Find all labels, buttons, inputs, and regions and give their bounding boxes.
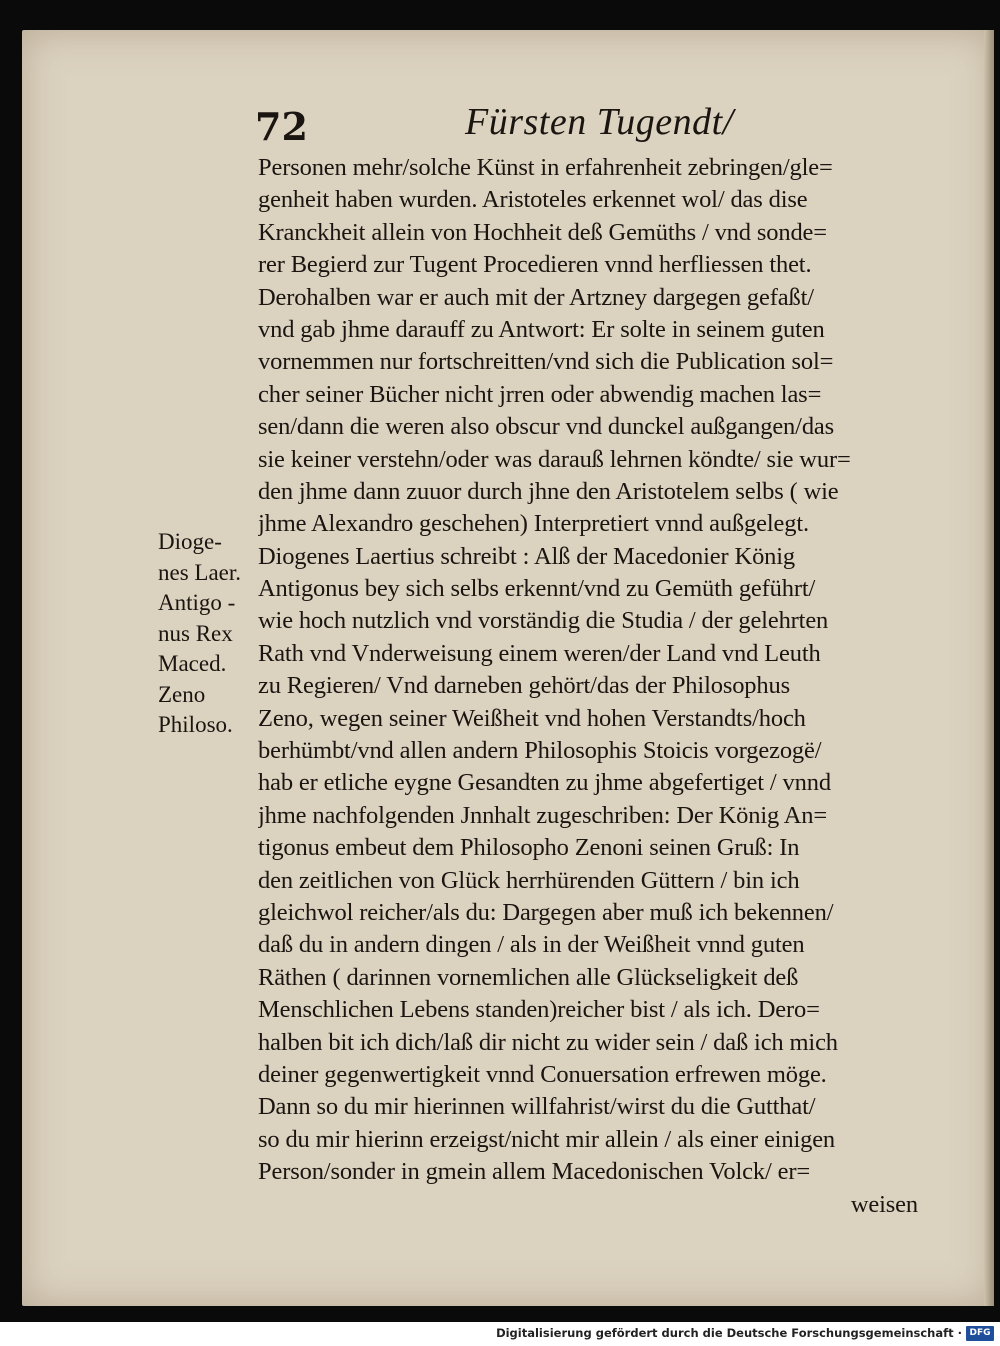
page-number: 72	[255, 104, 308, 149]
text-line: jhme nachfolgenden Jnnhalt zugeschriben: Der König An=	[258, 801, 828, 829]
text-line: Rath vnd Vnderweisung einem weren/der Land vnd Leuth	[258, 639, 821, 667]
page-header	[255, 100, 915, 152]
marginal-note-line: nes Laer.	[158, 559, 242, 585]
text-line: Räthen ( darinnen vornemlichen alle Glückseligkeit deß	[258, 963, 799, 991]
text-line: genheit haben wurden. Aristoteles erkennet wol/ das dise	[258, 186, 808, 214]
text-line: jhme Alexandro geschehen) Interpretiert vnnd außgelegt.	[258, 510, 809, 538]
page-edge	[984, 30, 994, 1306]
text-line: vnd gab jhme darauff zu Antwort: Er solte in seinem guten	[258, 315, 825, 343]
text-line: den jhme dann zuuor durch jhne den Aristotelem selbs ( wie	[258, 477, 839, 505]
text-line: zu Regieren/ Vnd darneben gehört/das der Philosophus	[258, 672, 790, 700]
body-text	[258, 152, 918, 1221]
text-line: daß du in andern dingen / als in der Weißheit vnnd guten	[258, 931, 805, 959]
text-line: Derohalben war er auch mit der Artzney dargegen gefaßt/	[258, 283, 814, 311]
footer-bar	[0, 1322, 1000, 1346]
marginal-note	[158, 527, 268, 741]
marginal-note-line: Philoso.	[158, 712, 233, 737]
text-line: Kranckheit allein von Hochheit deß Gemüths / vnd sonde=	[258, 218, 827, 246]
text-line: Menschlichen Lebens standen)reicher bist / als ich. Dero=	[258, 996, 820, 1024]
text-line: cher seiner Bücher nicht jrren oder abwendig machen las=	[258, 380, 822, 408]
dfg-logo-icon: DFG	[966, 1326, 994, 1341]
text-line: deiner gegenwertigkeit vnnd Conuersation erfrewen möge.	[258, 1060, 827, 1088]
text-line: Dann so du mir hierinnen willfahrist/wirst du die Gutthat/	[258, 1093, 816, 1121]
text-line: sen/dann die weren also obscur vnd dunckel außgangen/das	[258, 413, 835, 441]
text-line: Antigonus bey sich selbs erkennt/vnd zu Gemüth geführt/	[258, 575, 816, 603]
catchword: weisen	[850, 1190, 918, 1218]
marginal-note-line: Zeno	[158, 681, 206, 707]
text-line: berhümbt/vnd allen andern Philosophis Stoicis vorgezogë/	[258, 737, 822, 765]
marginal-note-line: Dioge-	[158, 529, 222, 554]
text-line: halben bit ich dich/laß dir nicht zu wider sein / daß ich mich	[258, 1028, 838, 1056]
text-line: rer Begierd zur Tugent Procedieren vnnd herfliessen thet.	[258, 251, 812, 279]
text-line: vornemmen nur fortschreitten/vnd sich die Publication sol=	[258, 348, 834, 376]
text-line: hab er etliche eygne Gesandten zu jhme abgefertiget / vnnd	[258, 769, 831, 797]
text-line: so du mir hierinn erzeigst/nicht mir allein / als einer einigen	[258, 1125, 836, 1153]
marginal-note-line: Maced.	[158, 651, 227, 676]
text-line: Zeno, wegen seiner Weißheit vnd hohen Verstandts/hoch	[258, 704, 806, 732]
funding-notice: Digitalisierung gefördert durch die Deutsche Forschungsgemeinschaft ·	[496, 1326, 962, 1340]
text-line: tigonus embeut dem Philosopho Zenoni seinen Gruß: In	[258, 834, 800, 862]
text-line: Person/sonder in gmein allem Macedonischen Volck/ er=	[258, 1158, 811, 1186]
running-head: Fürsten Tugendt/	[465, 101, 734, 143]
text-line: Diogenes Laertius schreibt : Alß der Macedonier König	[258, 542, 796, 570]
marginal-note-line: Antigo -	[158, 590, 236, 615]
marginal-note-line: nus Rex	[158, 620, 233, 646]
text-line: gleichwol reicher/als du: Dargegen aber muß ich bekennen/	[258, 898, 834, 926]
text-line: Personen mehr/solche Künst in erfahrenheit zebringen/gle=	[258, 154, 833, 181]
text-line: wie hoch nutzlich vnd vorständig die Studia / der gelehrten	[258, 607, 829, 635]
text-line: den zeitlichen von Glück herrhürenden Güttern / bin ich	[258, 866, 800, 894]
text-line: sie keiner verstehn/oder was darauß lehrnen köndte/ sie wur=	[258, 445, 851, 473]
